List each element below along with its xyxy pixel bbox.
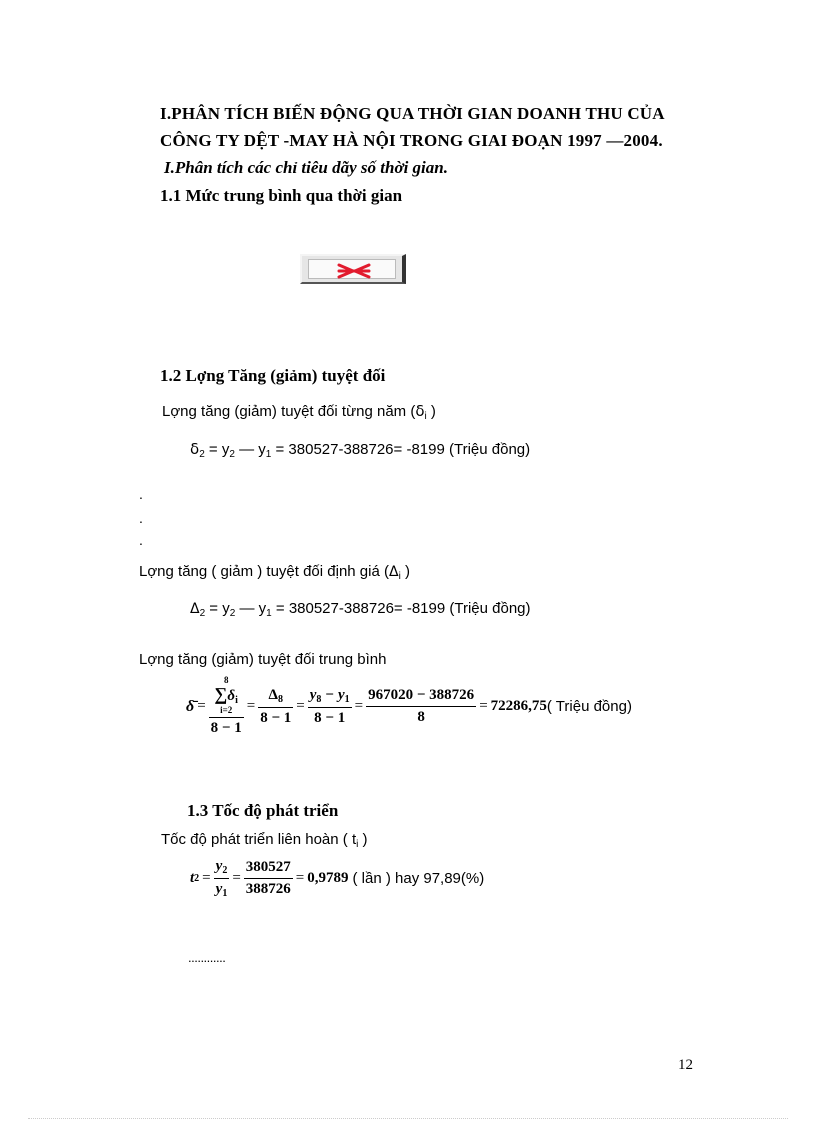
eq3-fraction-values [366, 687, 476, 726]
eq1-y2-sub: 2 [229, 449, 235, 460]
eq4-den-1-sub: 1 [222, 888, 228, 899]
eq4-lhs: t [190, 870, 195, 886]
eq3-num-3-a-sub: 8 [316, 693, 322, 705]
paragraph-fixed-base-change [139, 563, 410, 582]
eq4-unit: ( lần ) hay 97,89(%) [352, 870, 485, 887]
section-1-3-heading: 1.3 Tốc độ phát triển [187, 801, 339, 820]
index-i-3: i [356, 839, 359, 850]
broken-image-placeholder [300, 254, 406, 284]
eq1-sub: 2 [199, 449, 205, 460]
eq3-sum-top: 8 [223, 675, 229, 685]
page-bottom-border [28, 1118, 788, 1119]
eq3-sum-bottom: i=2 [220, 705, 233, 715]
section-1-2-heading: 1.2 Lợng Tăng (giảm) tuyệt đối [160, 366, 386, 385]
title-line-2: CÔNG TY DỆT -MAY HÀ NỘI TRONG GIAI ĐOẠN 1997 —2004. [160, 131, 663, 150]
equation-chain-growth [190, 858, 484, 899]
trailing-ellipsis: ............ [188, 950, 226, 965]
eq3-den-3: 8 − 1 [314, 709, 346, 726]
eq2-rest: = y [205, 600, 230, 617]
eq4-den-2: 388726 [245, 881, 291, 897]
eq3-sum-term: δ [227, 688, 236, 704]
eq1-y1-sub: 1 [265, 449, 272, 460]
paragraph-fixed-text: Lợng tăng ( giảm ) tuyệt đối định giá ( [139, 563, 389, 580]
broken-image-frame [308, 259, 396, 279]
eq3-num-3-b-sub: 1 [344, 693, 350, 705]
paragraph-chain-growth [161, 831, 368, 850]
eq4-fraction-values [244, 859, 293, 898]
eq3-unit: ( Triệu đồng) [546, 698, 632, 715]
eq4-result: 0,9789 [307, 870, 349, 886]
page-number: 12 [678, 1057, 693, 1073]
equation-fixed-delta [190, 600, 531, 619]
eq3-sum-symbol: ∑ [214, 684, 228, 704]
eq1-symbol: δ [190, 440, 200, 458]
ellipsis-dot-1: . [139, 486, 143, 502]
eq3-den-1: 8 − 1 [210, 720, 242, 736]
section-1-1-heading: 1.1 Mức trung bình qua thời gian [160, 186, 403, 205]
paragraph-yearly-text: Lợng tăng (giảm) tuyệt đối từng năm ( [162, 403, 416, 420]
index-i-2: i [398, 571, 401, 582]
index-i: i [424, 411, 427, 422]
eq4-num-1-sym: y [215, 858, 223, 874]
eq3-den-2: 8 − 1 [260, 709, 292, 726]
eq3-num-3-b: − y [321, 686, 345, 703]
paragraph-chain-text: Tốc độ phát triển liên hoàn ( t [161, 831, 357, 848]
eq3-fraction-y [308, 687, 352, 727]
title-line-1: I.PHÂN TÍCH BIẾN ĐỘNG QUA THỜI GIAN DOANH THU CỦA [160, 104, 665, 123]
close-paren-2: ) [400, 563, 410, 580]
eq3-equals-5: = [479, 698, 488, 714]
eq3-sum-term-sub: i [235, 695, 238, 706]
ellipsis-dot-3: . [139, 532, 143, 548]
eq4-lhs-sub: 2 [194, 873, 200, 884]
eq2-y2-sub: 2 [229, 608, 236, 619]
paragraph-yearly-change [162, 402, 436, 422]
eq2-value: = 380527-388726= -8199 (Triệu đồng) [271, 600, 531, 617]
eq3-num-3 [308, 687, 352, 708]
ellipsis-dot-2: . [139, 510, 143, 526]
close-paren-3: ) [358, 831, 368, 848]
close-paren: ) [426, 403, 436, 420]
eq3-den-4: 8 [417, 709, 425, 725]
delta-big-symbol: Δ [388, 564, 399, 580]
eq1-rest: = y [204, 441, 230, 458]
eq1-dash: — y [234, 441, 266, 458]
eq3-num-4: 967020 − 388726 [366, 687, 476, 707]
eq3-equals-1: = [197, 698, 206, 714]
eq4-num-1 [214, 858, 230, 879]
eq4-equals-1: = [202, 870, 211, 886]
equation-yearly-delta [190, 440, 530, 460]
eq3-num-3-a: y [309, 686, 317, 703]
delta-small-symbol: δ [415, 402, 425, 420]
eq2-sub: 2 [199, 608, 206, 619]
eq4-equals-3: = [295, 870, 305, 886]
eq3-num-2 [258, 687, 293, 708]
eq3-lhs: δ̄ [186, 697, 195, 715]
eq4-num-2: 380527 [244, 859, 293, 879]
eq3-sum-numerator [209, 676, 244, 718]
paragraph-average-change: Lợng tăng (giảm) tuyệt đối trung bình [139, 651, 387, 668]
eq4-equals-2: = [232, 870, 241, 886]
eq4-num-1-sub: 2 [222, 865, 228, 876]
eq2-y1-sub: 1 [266, 608, 272, 619]
section-i-heading: I.Phân tích các chỉ tiêu dãy số thời gian. [164, 158, 448, 177]
eq3-fraction-sum [209, 676, 244, 737]
broken-image-icon [309, 260, 399, 282]
eq3-fraction-delta8 [258, 687, 293, 727]
eq2-symbol: Δ [190, 601, 200, 617]
eq3-result: 72286,75 [490, 698, 547, 714]
eq3-equals-2: = [246, 698, 256, 714]
eq4-den-1 [214, 879, 230, 899]
eq1-value: = 380527-388726= -8199 (Triệu đồng) [271, 441, 531, 458]
eq3-num-2-sub: 8 [277, 693, 283, 705]
eq2-dash: — y [235, 600, 267, 617]
eq3-num-2-sym: Δ [268, 686, 278, 703]
eq4-den-1-sym: y [215, 881, 223, 897]
eq4-fraction-y [214, 858, 230, 899]
eq3-equals-4: = [354, 698, 364, 714]
equation-average-delta [186, 676, 632, 737]
eq3-equals-3: = [296, 698, 305, 714]
